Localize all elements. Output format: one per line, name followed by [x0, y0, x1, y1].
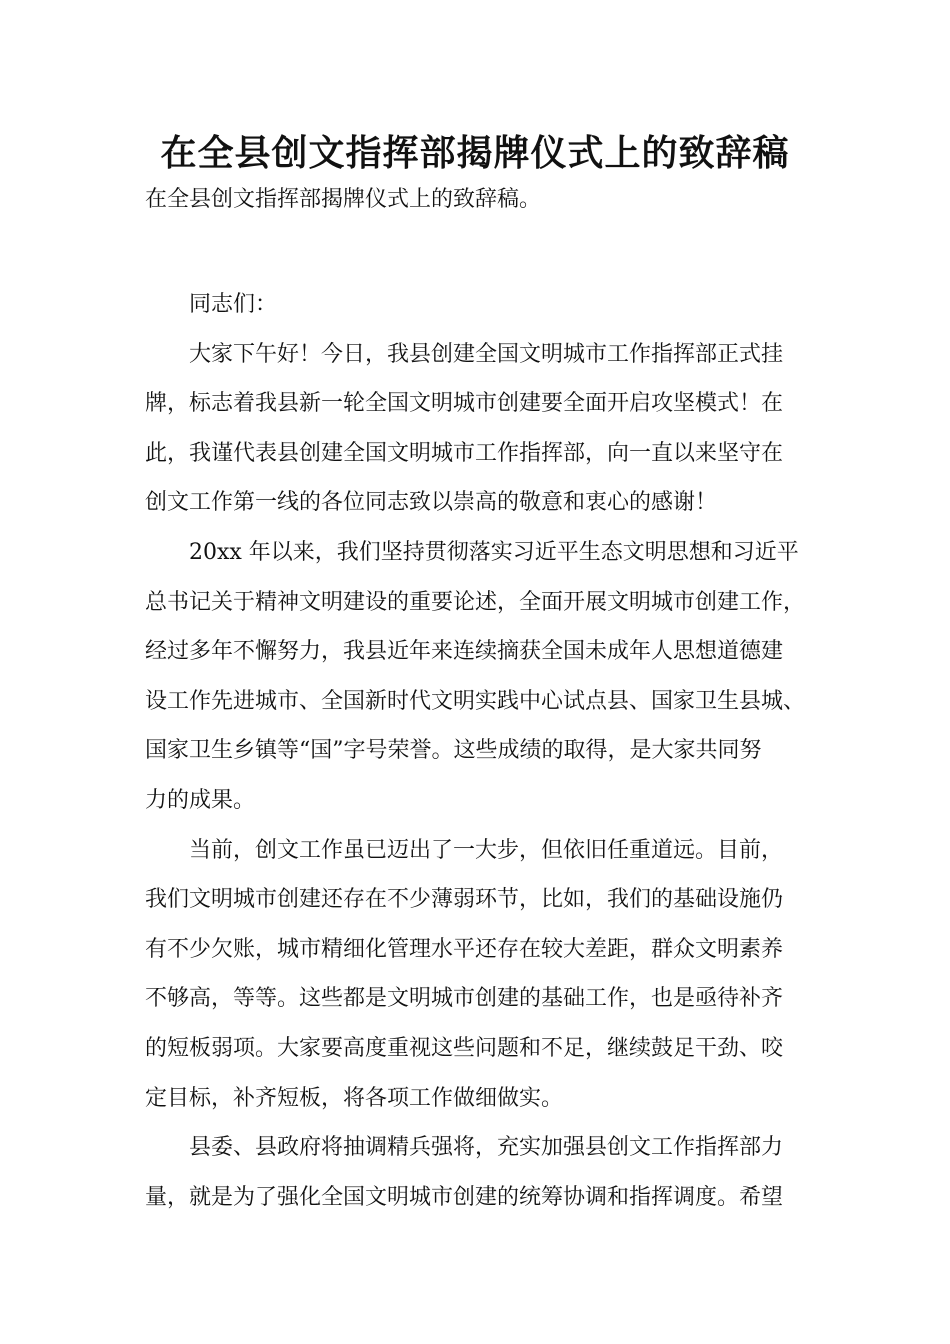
text-line: 经过多年不懈努力，我县近年来连续摘获全国未成年人思想道德建 — [145, 639, 784, 665]
text-line: 此，我谨代表县创建全国文明城市工作指挥部，向一直以来坚守在 — [145, 440, 784, 466]
document-title: 在全县创文指挥部揭牌仪式上的致辞稿 — [160, 132, 790, 174]
text-line: 当前，创文工作虽已迈出了一大步，但依旧任重道远。目前， — [189, 837, 784, 863]
text-line: 力的成果。 — [145, 787, 256, 813]
text-line: 牌，标志着我县新一轮全国文明城市创建要全面开启攻坚模式！在 — [145, 391, 784, 417]
text-line: 20xx 年以来，我们坚持贯彻落实习近平生态文明思想和习近平 — [189, 539, 799, 565]
document-subtitle: 在全县创文指挥部揭牌仪式上的致辞稿。 — [145, 187, 542, 212]
text-line: 量，就是为了强化全国文明城市创建的统筹协调和指挥调度。希望 — [145, 1184, 784, 1210]
text-line: 我们文明城市创建还存在不少薄弱环节，比如，我们的基础设施仍 — [145, 887, 784, 913]
text-line: 有不少欠账，城市精细化管理水平还存在较大差距，群众文明素养 — [145, 936, 784, 962]
text-line: 总书记关于精神文明建设的重要论述，全面开展文明城市创建工作， — [145, 589, 806, 615]
text-line: 设工作先进城市、全国新时代文明实践中心试点县、国家卫生县城、 — [145, 688, 806, 714]
text-line: 不够高，等等。这些都是文明城市创建的基础工作，也是亟待补齐 — [145, 986, 784, 1012]
text-line: 国家卫生乡镇等“国”字号荣誉。这些成绩的取得，是大家共同努 — [145, 738, 762, 764]
text-line: 大家下午好！今日，我县创建全国文明城市工作指挥部正式挂 — [189, 341, 784, 367]
document-body — [145, 280, 833, 1222]
text-line: 的短板弱项。大家要高度重视这些问题和不足，继续鼓足干劲、咬 — [145, 1035, 784, 1061]
text-line: 同志们： — [189, 292, 278, 317]
text-line: 创文工作第一线的各位同志致以崇高的敬意和衷心的感谢！ — [145, 490, 718, 516]
text-line: 定目标，补齐短板，将各项工作做细做实。 — [145, 1085, 564, 1111]
text-line: 县委、县政府将抽调精兵强将，充实加强县创文工作指挥部力 — [189, 1135, 784, 1161]
